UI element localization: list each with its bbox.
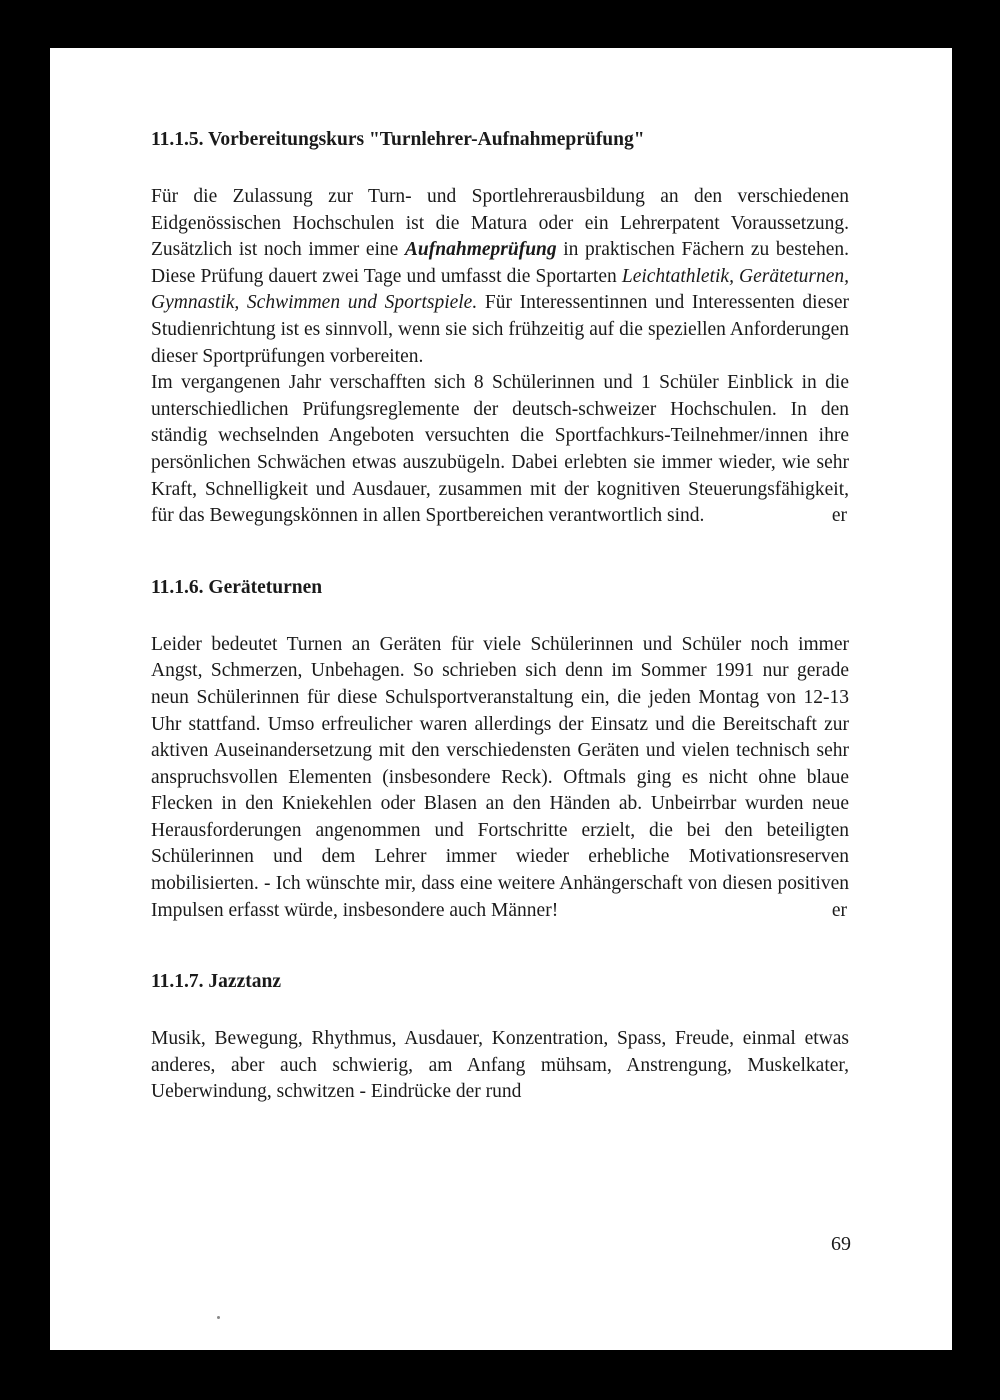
- paragraph-vorbereitungskurs-1: [151, 184, 849, 370]
- author-signature: er: [831, 505, 847, 527]
- section-heading-vorbereitungskurs: 11.1.5. Vorbereitungskurs "Turnlehrer-Aufnahmeprüfung": [151, 129, 645, 150]
- text-run: in praktischen Fächern zu bestehen. Diese Prüfung dauert zwei Tage und umfasst die Sportarten: [151, 239, 849, 287]
- text-run: Im vergangenen Jahr verschafften sich 8 Schülerinnen und 1 Schüler Einblick in die unterschiedlichen Prüfungsreglemente der deutsch-schweizer Hochschulen. In den ständig wechselnden Angeboten versuchten die Sportfachkurs-Teilnehmer/innen ihre persönlichen Schwächen etwas auszubügeln. Dabei erlebten sie immer wieder, wie sehr Kraft, Schnelligkeit und Ausdauer, zusammen mit der kognitiven Steuerungsfähigkeit, für das Bewegungskönnen in allen Sportbereichen verantwortlich sind.: [151, 372, 849, 527]
- page-content: [151, 126, 849, 1106]
- paragraph-geraeteturnen: [151, 632, 849, 925]
- emphasis-aufnahmepruefung: Aufnahmeprüfung: [404, 239, 557, 261]
- section-heading-geraeteturnen: 11.1.6. Geräteturnen: [151, 576, 323, 598]
- section-heading-jazztanz: 11.1.7. Jazztanz: [151, 971, 281, 993]
- text-run: Leider bedeutet Turnen an Geräten für viele Schülerinnen und Schüler noch immer Angst, Schmerzen, Unbehagen. So schrieben sich denn im Sommer 1991 nur gerade neun Schülerinnen für diese Schulsportveranstaltung ein, die jeden Montag von 12-13 Uhr stattfand. Umso erfreulicher waren allerdings der Einsatz und die Bereitschaft zur aktiven Auseinandersetzung mit den verschiedensten Geräten und vielen technisch sehr anspruchsvollen Elementen (insbesondere Reck). Oftmals ging es nicht ohne blaue Flecken in den Kniekehlen oder Blasen an den Händen ab. Unbeirrbar wurden neue Herausforderungen angenommen und Fortschritte erzielt, die bei den beteiligten Schülerinnen und dem Lehrer immer wieder erhebliche Motivationsreserven mobilisierten. - Ich wünschte mir, dass eine weitere Anhängerschaft von diesen positiven Impulsen erfasst würde, insbesondere auch Männer!: [151, 633, 849, 921]
- scan-speck: [217, 1316, 220, 1319]
- text-run: Für Interessentinnen und Interessenten dieser Studienrichtung ist es sinnvoll, wenn sie sich frühzeitig auf die speziellen Anforderungen dieser Sportprüfungen vorbereiten.: [151, 292, 849, 367]
- author-signature: er: [831, 899, 847, 921]
- emphasis-sportarten: Leichtathletik, Geräteturnen, Gymnastik, Schwimmen und Sportspiele.: [151, 265, 849, 314]
- paragraph-jazztanz: Musik, Bewegung, Rhythmus, Ausdauer, Konzentration, Spass, Freude, einmal etwas anderes, aber auch schwierig, am Anfang mühsam, Anstrengung, Muskelkater, Ueberwindung, schwitzen - Eindrücke der rund: [151, 1028, 849, 1103]
- document-page: [50, 48, 952, 1350]
- page-number: 69: [831, 1233, 851, 1255]
- text-run: Für die Zulassung zur Turn- und Sportlehrerausbildung an den verschiedenen Eidgenössischen Hochschulen ist die Matura oder ein Lehrerpatent Voraussetzung. Zusätzlich ist noch immer eine: [151, 186, 849, 261]
- paragraph-vorbereitungskurs-2: [151, 370, 849, 530]
